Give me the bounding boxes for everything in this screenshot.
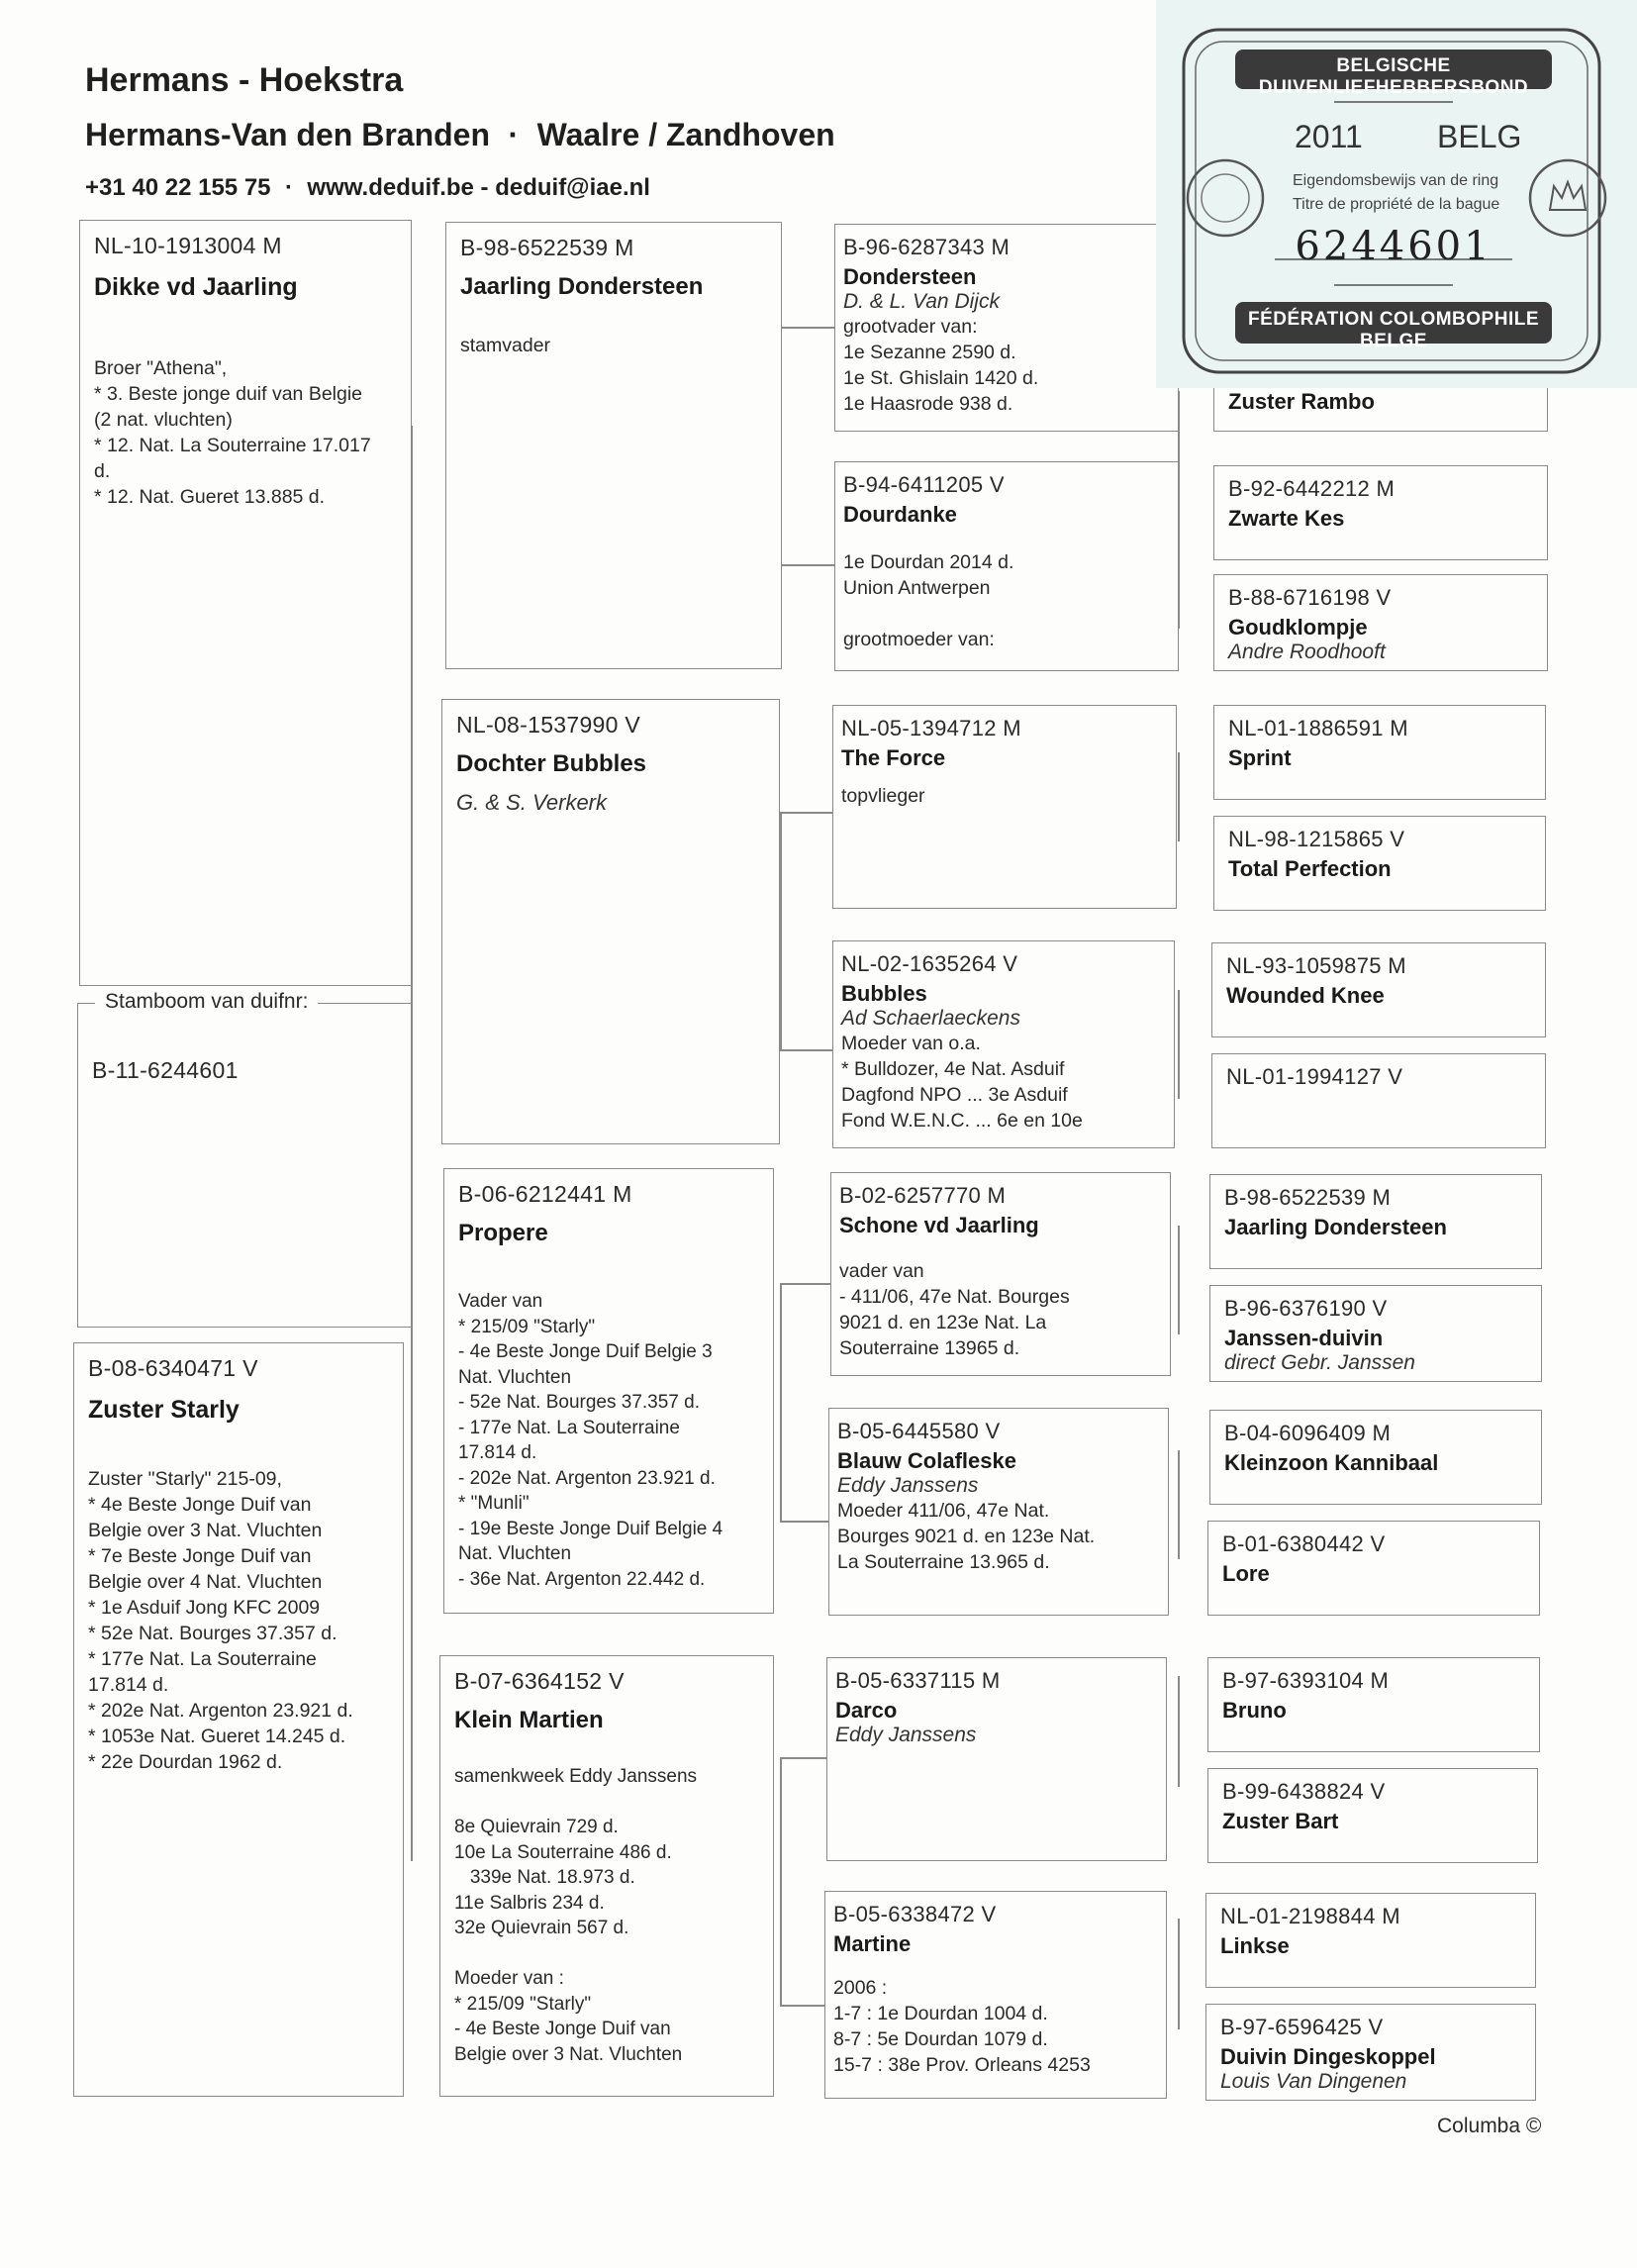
contact-separator: ·: [284, 174, 293, 201]
ggp-ring: B-94-6411205 V: [843, 472, 1005, 497]
grandparent-ring: NL-08-1537990 V: [456, 712, 641, 738]
connector-line: [1178, 1450, 1180, 1559]
stamp-line-1: Eigendomsbewijs van de ring: [1293, 172, 1499, 189]
gen4-name: Zuster Bart: [1222, 1809, 1339, 1833]
connector-line: [1178, 990, 1180, 1099]
website-email: www.deduif.be - deduif@iae.nl: [307, 174, 650, 201]
ggp-ring: B-05-6445580 V: [837, 1419, 1001, 1443]
gen4-ring: NL-01-1994127 V: [1226, 1064, 1403, 1089]
stamp-number: 6244601: [1295, 224, 1493, 269]
gen4-card[interactable]: [1205, 2004, 1536, 2101]
ggp-ring: NL-05-1394712 M: [841, 716, 1021, 740]
location: Waalre / Zandhoven: [536, 117, 835, 152]
connector-line: [1178, 1676, 1180, 1787]
father-ring: NL-10-1913004 M: [94, 233, 282, 258]
connector-line: [780, 327, 834, 329]
pigeon-card[interactable]: [77, 1003, 412, 1328]
ggp-name: Martine: [833, 1931, 912, 1956]
subtitle: [85, 117, 835, 153]
ggp-breeder: Eddy Janssens: [835, 1724, 977, 1746]
ggp-notes: 2006 : 1-7 : 1e Dourdan 1004 d. 8-7 : 5e Dourdan 1079 d. 15-7 : 38e Prov. Orleans 4253: [833, 1977, 1091, 2076]
ggp-name: The Force: [841, 745, 946, 770]
grandparent-notes: Vader van * 215/09 "Starly" - 4e Beste Jonge Duif Belgie 3 Nat. Vluchten - 52e Nat. Bourges 37.357 d. - 177e Nat. La Souterraine 17.814 d. - 202e Nat. Argenton 23.921 d. * "Munli" - 19e Beste Jonge Duif Belgie 4 Nat. Vluchten - 36e Nat. Argenton 22.442 d.: [458, 1291, 723, 1590]
gen4-card[interactable]: [1207, 1657, 1540, 1752]
father-name: Dikke vd Jaarling: [94, 273, 298, 301]
great-grandparent-card[interactable]: [824, 1891, 1167, 2099]
father-card[interactable]: [79, 220, 412, 986]
gen4-ring: B-88-6716198 V: [1228, 585, 1392, 610]
great-grandparent-card[interactable]: [834, 461, 1179, 671]
gen4-card[interactable]: [1209, 1285, 1542, 1382]
stamp-bottom-text: FÉDÉRATION COLOMBOPHILE BELGE: [1247, 309, 1540, 351]
connector-line: [780, 1283, 834, 1285]
gen4-name: Zuster Rambo: [1228, 389, 1375, 414]
gen4-breeder: direct Gebr. Janssen: [1224, 1351, 1415, 1374]
gen4-name: Sprint: [1228, 745, 1292, 770]
gen4-ring: NL-01-2198844 M: [1220, 1904, 1400, 1928]
gen4-name: Zwarte Kes: [1228, 506, 1345, 531]
stamp-line-2: Titre de propriété de la bague: [1293, 196, 1500, 213]
mother-ring: B-08-6340471 V: [88, 1355, 258, 1381]
ggp-breeder: D. & L. Van Dijck: [843, 290, 1000, 313]
ggp-ring: B-05-6337115 M: [835, 1668, 1001, 1693]
connector-line: [1178, 752, 1180, 841]
great-grandparent-card[interactable]: [830, 1172, 1171, 1376]
grandparent-card[interactable]: [439, 1655, 774, 2097]
gen4-ring: B-92-6442212 M: [1228, 476, 1396, 501]
gen4-card[interactable]: [1209, 1410, 1542, 1505]
gen4-name: Goudklompje: [1228, 615, 1368, 640]
ggp-breeder: Eddy Janssens: [837, 1474, 979, 1497]
mother-notes: Zuster "Starly" 215-09, * 4e Beste Jonge Duif van Belgie over 3 Nat. Vluchten * 7e Beste Jonge Duif van Belgie over 4 Nat. Vluchten * 1e Asduif Jong KFC 2009 * 52e Nat. Bourges 37.357 d. * 177e Nat. La Souterraine 17.814 d. * 202e Nat. Argenton 23.921 d. * 1053e Nat. Gueret 14.245 d. * 22e Dourdan 1962 d.: [88, 1468, 353, 1773]
gen4-name: Duivin Dingeskoppel: [1220, 2044, 1436, 2069]
ggp-ring: B-96-6287343 M: [843, 235, 1011, 259]
gen4-ring: B-96-6376190 V: [1224, 1296, 1388, 1321]
grandparent-breeder: G. & S. Verkerk: [456, 790, 608, 815]
ggp-name: Dourdanke: [843, 502, 957, 527]
page-title: Hermans - Hoekstra: [85, 61, 404, 99]
gen4-ring: B-98-6522539 M: [1224, 1185, 1392, 1210]
gen4-ring: B-04-6096409 M: [1224, 1421, 1392, 1445]
connector-line: [780, 1049, 834, 1051]
gen4-card[interactable]: [1213, 574, 1548, 671]
gen4-breeder: Andre Roodhooft: [1228, 641, 1386, 663]
mother-name: Zuster Starly: [88, 1396, 240, 1424]
ggp-notes: grootvader van: 1e Sezanne 2590 d. 1e St. Ghislain 1420 d. 1e Haasrode 938 d.: [843, 316, 1039, 415]
ggp-name: Darco: [835, 1698, 898, 1723]
copyright: Columba ©: [1437, 2115, 1542, 2137]
grandparent-ring: B-98-6522539 M: [460, 235, 634, 260]
connector-line: [780, 1521, 834, 1523]
ggp-name: Dondersteen: [843, 264, 977, 289]
gen4-name: Bruno: [1222, 1698, 1287, 1723]
gen4-name: Janssen-duivin: [1224, 1326, 1384, 1350]
gen4-ring: B-99-6438824 V: [1222, 1779, 1386, 1804]
connector-line: [780, 812, 782, 1049]
grandparent-notes: stamvader: [460, 335, 551, 356]
great-grandparent-card[interactable]: [832, 940, 1175, 1148]
owner-names: Hermans-Van den Branden: [85, 117, 490, 152]
ggp-name: Bubbles: [841, 981, 927, 1006]
grandparent-ring: B-06-6212441 M: [458, 1181, 632, 1207]
gen4-name: Total Perfection: [1228, 856, 1392, 881]
connector-line: [780, 564, 834, 566]
connector-line: [1178, 1919, 1180, 2029]
gen4-name: Lore: [1222, 1561, 1270, 1586]
father-notes: Broer "Athena", * 3. Beste jonge duif van Belgie (2 nat. vluchten) * 12. Nat. La Souterraine 17.017 d. * 12. Nat. Gueret 13.885 d.: [94, 357, 371, 508]
stamp-year: 2011: [1295, 119, 1363, 154]
grandparent-name: Jaarling Dondersteen: [460, 273, 704, 300]
ggp-ring: B-02-6257770 M: [839, 1183, 1007, 1208]
gen4-card[interactable]: [1211, 942, 1546, 1037]
gen4-card[interactable]: [1209, 1174, 1542, 1269]
gen4-card[interactable]: [1205, 1893, 1536, 1988]
grandparent-card[interactable]: [443, 1168, 774, 1614]
connector-line: [780, 1283, 782, 1521]
gen4-ring: NL-93-1059875 M: [1226, 953, 1406, 978]
grandparent-card[interactable]: [441, 699, 780, 1144]
stamp-top-text: BELGISCHE DUIVENLIEFHEBBERSBOND: [1258, 55, 1529, 98]
gen4-name: Linkse: [1220, 1933, 1290, 1958]
stamp-country: BELG: [1437, 119, 1522, 154]
mother-card[interactable]: [73, 1342, 404, 2097]
gen4-ring: NL-01-1886591 M: [1228, 716, 1408, 740]
ggp-name: Schone vd Jaarling: [839, 1213, 1039, 1237]
gen4-ring: NL-98-1215865 V: [1228, 827, 1405, 851]
gen4-card[interactable]: [1213, 705, 1546, 800]
ggp-breeder: Ad Schaerlaeckens: [841, 1007, 1020, 1030]
gen4-card[interactable]: [1213, 465, 1548, 560]
gen4-ring: B-97-6596425 V: [1220, 2015, 1384, 2039]
ggp-notes: vader van - 411/06, 47e Nat. Bourges 9021 d. en 123e Nat. La Souterraine 13965 d.: [839, 1260, 1070, 1359]
gen4-name: Jaarling Dondersteen: [1224, 1215, 1447, 1239]
pigeon-ring: B-11-6244601: [92, 1057, 239, 1083]
connector-line: [780, 1757, 782, 2005]
grandparent-ring: B-07-6364152 V: [454, 1668, 625, 1694]
pigeon-label: Stamboom van duifnr:: [95, 990, 318, 1014]
grandparent-name: Dochter Bubbles: [456, 750, 647, 777]
grandparent-name: Propere: [458, 1220, 548, 1246]
grandparent-notes: samenkweek Eddy Janssens 8e Quievrain 729 d. 10e La Souterraine 486 d. 339e Nat. 18.973 d. 11e Salbris 234 d. 32e Quievrain 567 d. Moeder van : * 215/09 "Starly" - 4e Beste Jonge Duif van Belgie over 3 Nat. Vluchten: [454, 1766, 698, 2065]
gen4-name: Kleinzoon Kannibaal: [1224, 1450, 1439, 1475]
ggp-ring: B-05-6338472 V: [833, 1902, 997, 1926]
ggp-notes: Moeder 411/06, 47e Nat. Bourges 9021 d. en 123e Nat. La Souterraine 13.965 d.: [837, 1500, 1096, 1573]
subtitle-separator: ·: [508, 117, 520, 152]
grandparent-card[interactable]: [445, 222, 782, 669]
ggp-notes: 1e Dourdan 2014 d. Union Antwerpen grootmoeder van:: [843, 551, 1014, 650]
gen4-card[interactable]: [1211, 1053, 1546, 1148]
great-grandparent-card[interactable]: [832, 705, 1177, 909]
gen4-ring: B-97-6393104 M: [1222, 1668, 1390, 1693]
gen4-card[interactable]: [1207, 1521, 1540, 1616]
grandparent-name: Klein Martien: [454, 1707, 604, 1733]
gen4-card[interactable]: [1207, 1768, 1538, 1863]
ggp-notes: Moeder van o.a. * Bulldozer, 4e Nat. Asduif Dagfond NPO ... 3e Asduif Fond W.E.N.C. ... 6e en 10e: [841, 1033, 1083, 1132]
gen4-name: Wounded Knee: [1226, 983, 1385, 1008]
connector-line: [1178, 1226, 1180, 1334]
connector-line: [780, 812, 834, 814]
contact-line: [85, 174, 650, 202]
ownership-stamp: [1156, 0, 1637, 388]
ggp-notes: topvlieger: [841, 785, 925, 807]
phone-number: +31 40 22 155 75: [85, 174, 271, 201]
gen4-card[interactable]: [1213, 816, 1546, 911]
great-grandparent-card[interactable]: [834, 224, 1179, 432]
great-grandparent-card[interactable]: [826, 1657, 1167, 1861]
ggp-ring: NL-02-1635264 V: [841, 951, 1018, 976]
ggp-name: Blauw Colafleske: [837, 1448, 1016, 1473]
gen4-breeder: Louis Van Dingenen: [1220, 2070, 1407, 2093]
great-grandparent-card[interactable]: [828, 1408, 1169, 1616]
gen4-ring: B-01-6380442 V: [1222, 1531, 1386, 1556]
